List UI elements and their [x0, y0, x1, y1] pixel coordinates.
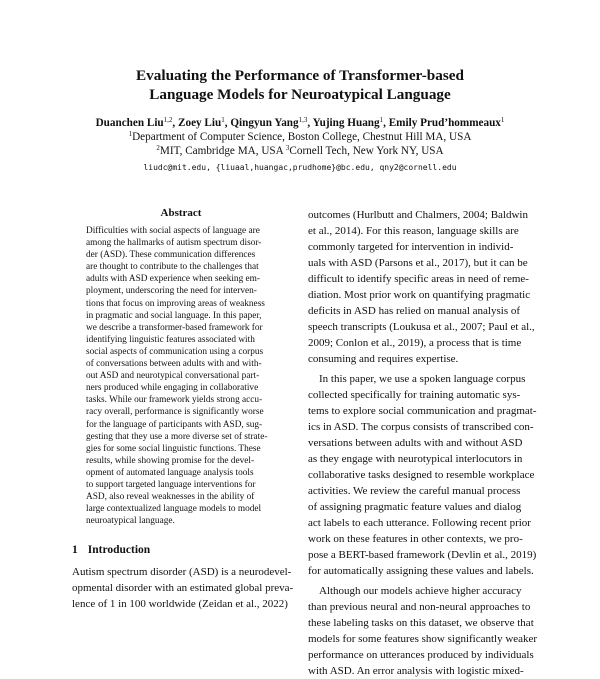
paragraph-3	[308, 583, 538, 679]
text-line: work on these features in other contexts, we pro-	[308, 533, 523, 545]
text-line: models for some features show significantly weaker	[308, 633, 538, 645]
text-line: to support targeted language interventions for	[86, 479, 256, 490]
text-line: large contextualized language models to model	[86, 504, 262, 515]
text-line: racy overall, performance is significantly worse	[86, 407, 264, 418]
author-names: Duanchen Liu$^{1,2}$, Zoey Liu$^1$, Qingyun Yang$^{1,3}$, Yujing Huang$^1$, Emily Prud’hommeaux$^1$	[95, 116, 505, 129]
section-number: 1	[72, 544, 78, 556]
text-line: collaborative tasks designed to resemble workplace	[308, 469, 535, 481]
text-line: et al., 2014). For this reason, language skills are	[308, 225, 519, 237]
text-line: out ASD and neurotypical conversational part-	[86, 371, 260, 382]
text-line: in pragmatic and social language. In this paper,	[86, 310, 262, 321]
text-line: ners produced while engaging in collaborative	[86, 383, 259, 394]
text-line: performance on utterances produced by individuals	[308, 649, 534, 661]
text-line: ASD, also reveal weaknesses in the ability of	[86, 492, 255, 503]
text-line: of conversations between adults with and with-	[86, 359, 262, 370]
text-line: neuroatypical language.	[86, 516, 175, 527]
introduction-body	[72, 564, 292, 612]
text-line: tasks. While our framework yields strong accu-	[86, 395, 263, 406]
paper-title	[0, 66, 600, 104]
text-line: difficult to identify specific areas in need of reme-	[308, 273, 529, 285]
author-block	[0, 116, 600, 158]
author-name: Emily Prud’hommeaux	[388, 117, 501, 129]
text-line: der (ASD). These communication differences	[86, 250, 256, 261]
text-line: of assigning pragmatic feature values and dialog	[308, 501, 522, 513]
text-line: lence of 1 in 100 worldwide (Zeidan et al., 2022)	[72, 598, 288, 610]
text-line: these labeling tasks on this dataset, we observe that	[308, 617, 534, 629]
author-affil-mark: 1	[379, 116, 384, 124]
author-name: Zoey Liu	[178, 117, 222, 129]
text-line: speech transcripts (Loukusa et al., 2007; Paul et al.,	[308, 321, 535, 333]
text-line: versations between adults with and without ASD	[308, 437, 523, 449]
affiliation-1: $^1$Department of Computer Science, Boston College, Chestnut Hill MA, USA	[128, 130, 472, 143]
text-line: In this paper, we use a spoken language corpus	[319, 373, 526, 385]
text-line: than previous neural and non-neural approaches to	[308, 601, 531, 613]
text-line: opment of automated language analysis tools	[86, 467, 254, 478]
text-line: for automatically assigning these values and labels.	[308, 565, 534, 577]
title-line-2: Language Models for Neuroatypical Language	[149, 86, 451, 103]
section-heading-introduction	[72, 544, 150, 556]
text-line: diation. Most prior work on quantifying pragmatic	[308, 289, 531, 301]
text-line: with ASD. An error analysis with logistic mixed-	[308, 665, 524, 677]
text-line: uals with ASD (Parsons et al., 2017), but it can be	[308, 257, 528, 269]
text-line: tems to explore social communication and pragmat-	[308, 405, 537, 417]
author-name: Yujing Huang	[312, 117, 380, 129]
section-title: Introduction	[87, 544, 151, 556]
text-line: gies for some social linguistic functions. These	[86, 443, 261, 454]
text-line: ployment, underscoring the need for interven-	[86, 286, 257, 297]
author-affil-mark: 1	[221, 116, 225, 124]
text-line: among the hallmarks of autism spectrum disor-	[86, 238, 262, 249]
text-line: outcomes (Hurlbutt and Chalmers, 2004; Baldwin	[308, 209, 528, 221]
text-line: commonly targeted for intervention in individ-	[308, 241, 514, 253]
text-line: act labels to each utterance. Following recent prior	[308, 517, 531, 529]
author-affil-mark: 1,2	[163, 116, 173, 124]
text-line: consuming and requires expertise.	[308, 353, 459, 365]
text-line: social aspects of communication using a corpus	[86, 346, 264, 357]
right-column	[308, 207, 538, 679]
text-line: for the language of participants with ASD, sug-	[86, 419, 263, 430]
text-line: tions that focus on improving areas of weakness	[86, 298, 265, 309]
affiliation-2-3: $^2$MIT, Cambridge MA, USA $^3$Cornell Tech, New York NY, USA	[156, 144, 444, 157]
text-line: Although our models achieve higher accuracy	[319, 585, 522, 597]
author-name: Qingyun Yang	[230, 117, 299, 129]
abstract-heading: Abstract	[160, 207, 202, 219]
text-line: we describe a transformer-based framework for	[86, 322, 263, 333]
author-affil-mark: 1,3	[298, 116, 308, 124]
text-line: activities. We review the careful manual process	[308, 485, 521, 497]
text-line: 2009; Conlon et al., 2019), a process that is time	[308, 337, 522, 349]
text-line: results, while showing promise for the devel-	[86, 455, 255, 466]
text-line: gesting that they use a more diverse set of strate-	[86, 431, 268, 442]
abstract-body	[86, 225, 277, 527]
author-affil-mark: 1	[500, 116, 505, 124]
text-line: pose a BERT-based framework (Devlin et al., 2019)	[308, 549, 537, 561]
text-line: collected specifically for training automatic sys-	[308, 389, 521, 401]
text-line: are thought to contribute to the challenges that	[86, 262, 259, 273]
text-line: opmental disorder with an estimated global preva-	[72, 582, 294, 594]
text-line: ics in ASD. The corpus consists of transcribed con-	[308, 421, 534, 433]
author-emails: liudc@mit.edu, {liuaal,huangac,prudhome}@bc.edu, qny2@cornell.edu	[143, 163, 457, 172]
title-line-1: Evaluating the Performance of Transformer-based	[136, 67, 464, 84]
author-name: Duanchen Liu	[95, 117, 164, 129]
text-line: Difficulties with social aspects of language are	[86, 226, 260, 236]
text-line: adults with ASD experience when seeking em-	[86, 274, 261, 285]
text-line: deficits in ASD has relied on manual analysis of	[308, 305, 521, 317]
paragraph-1	[308, 207, 535, 367]
text-line: as they engage with neurotypical interlocutors in	[308, 453, 523, 465]
paragraph-2	[308, 371, 537, 579]
text-line: Autism spectrum disorder (ASD) is a neurodevel-	[72, 566, 292, 578]
text-line: identifying linguistic features associated with	[86, 334, 255, 345]
